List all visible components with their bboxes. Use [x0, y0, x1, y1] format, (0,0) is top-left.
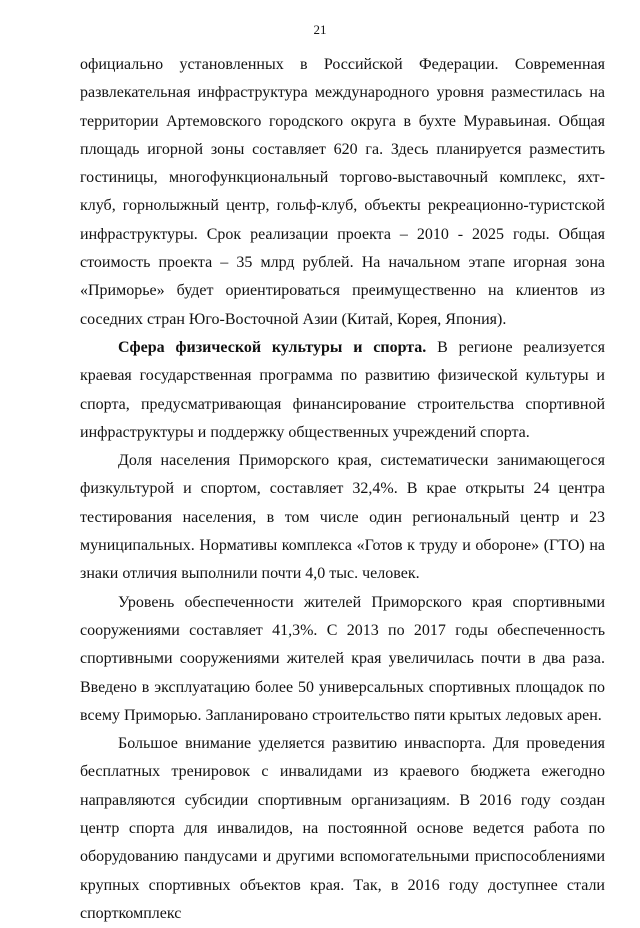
paragraph-disabled-sport	[80, 730, 605, 928]
paragraph-text: Большое внимание уделяется развитию инваспорта. Для проведения бесплатных тренировок с инвалидами из краевого бюджета ежегодно направляются субсидии спортивным организациям. В 2016 году создан центр спорта для инвалидов, на постоянной основе ведется работа по оборудованию пандусами и другими вспомогательными приспособлениями крупных спортивных объектов края. Так, в 2016 году доступнее стали спорткомплекс	[80, 735, 605, 922]
paragraph-sports-program	[80, 334, 605, 447]
paragraph-text: Доля населения Приморского края, систематически занимающегося физкультурой и спортом, составляет 32,4%. В крае открыты 24 центра тестирования населения, в том числе один региональный центр и 23 муниципальных. Нормативы комплекса «Готов к труду и обороне» (ГТО) на знаки отличия выполнили почти 4,0 тыс. человек.	[80, 452, 605, 583]
document-body	[80, 51, 605, 928]
page-number: 21	[313, 22, 327, 37]
paragraph-population-share	[80, 447, 605, 588]
section-heading-sports: Сфера физической культуры и спорта.	[118, 338, 427, 356]
paragraph-gaming-zone	[80, 51, 605, 334]
paragraph-text: Уровень обеспеченности жителей Приморского края спортивными сооружениями составляет 41,3%. С 2013 по 2017 годы обеспеченность спортивными сооружениями жителей края увеличилась почти в два раза. Введено в эксплуатацию более 50 универсальных спортивных площадок по всему Приморью. Запланировано строительство пяти крытых ледовых арен.	[80, 593, 605, 724]
paragraph-text: официально установленных в Российской Федерации. Современная развлекательная инфраструктура международного уровня разместилась на территории Артемовского городского округа в бухте Муравьиная. Общая площадь игорной зоны составляет 620 га. Здесь планируется разместить гостиницы, многофункциональный торгово-выставочный комплекс, яхт-клуб, горнолыжный центр, гольф-клуб, объекты рекреационно-туристской инфраструктуры. Срок реализации проекта – 2010 - 2025 годы. Общая стоимость проекта – 35 млрд рублей. На начальном этапе игорная зона «Приморье» будет ориентироваться преимущественно на клиентов из соседних стран Юго-Восточной Азии (Китай, Корея, Япония).	[80, 56, 605, 328]
paragraph-facilities	[80, 589, 605, 730]
paragraph-text: В регионе реализуется краевая государственная программа по развитию физической культуры и спорта, предусматривающая финансирование строительства спортивной инфраструктуры и поддержку общественных учреждений спорта.	[80, 338, 606, 441]
